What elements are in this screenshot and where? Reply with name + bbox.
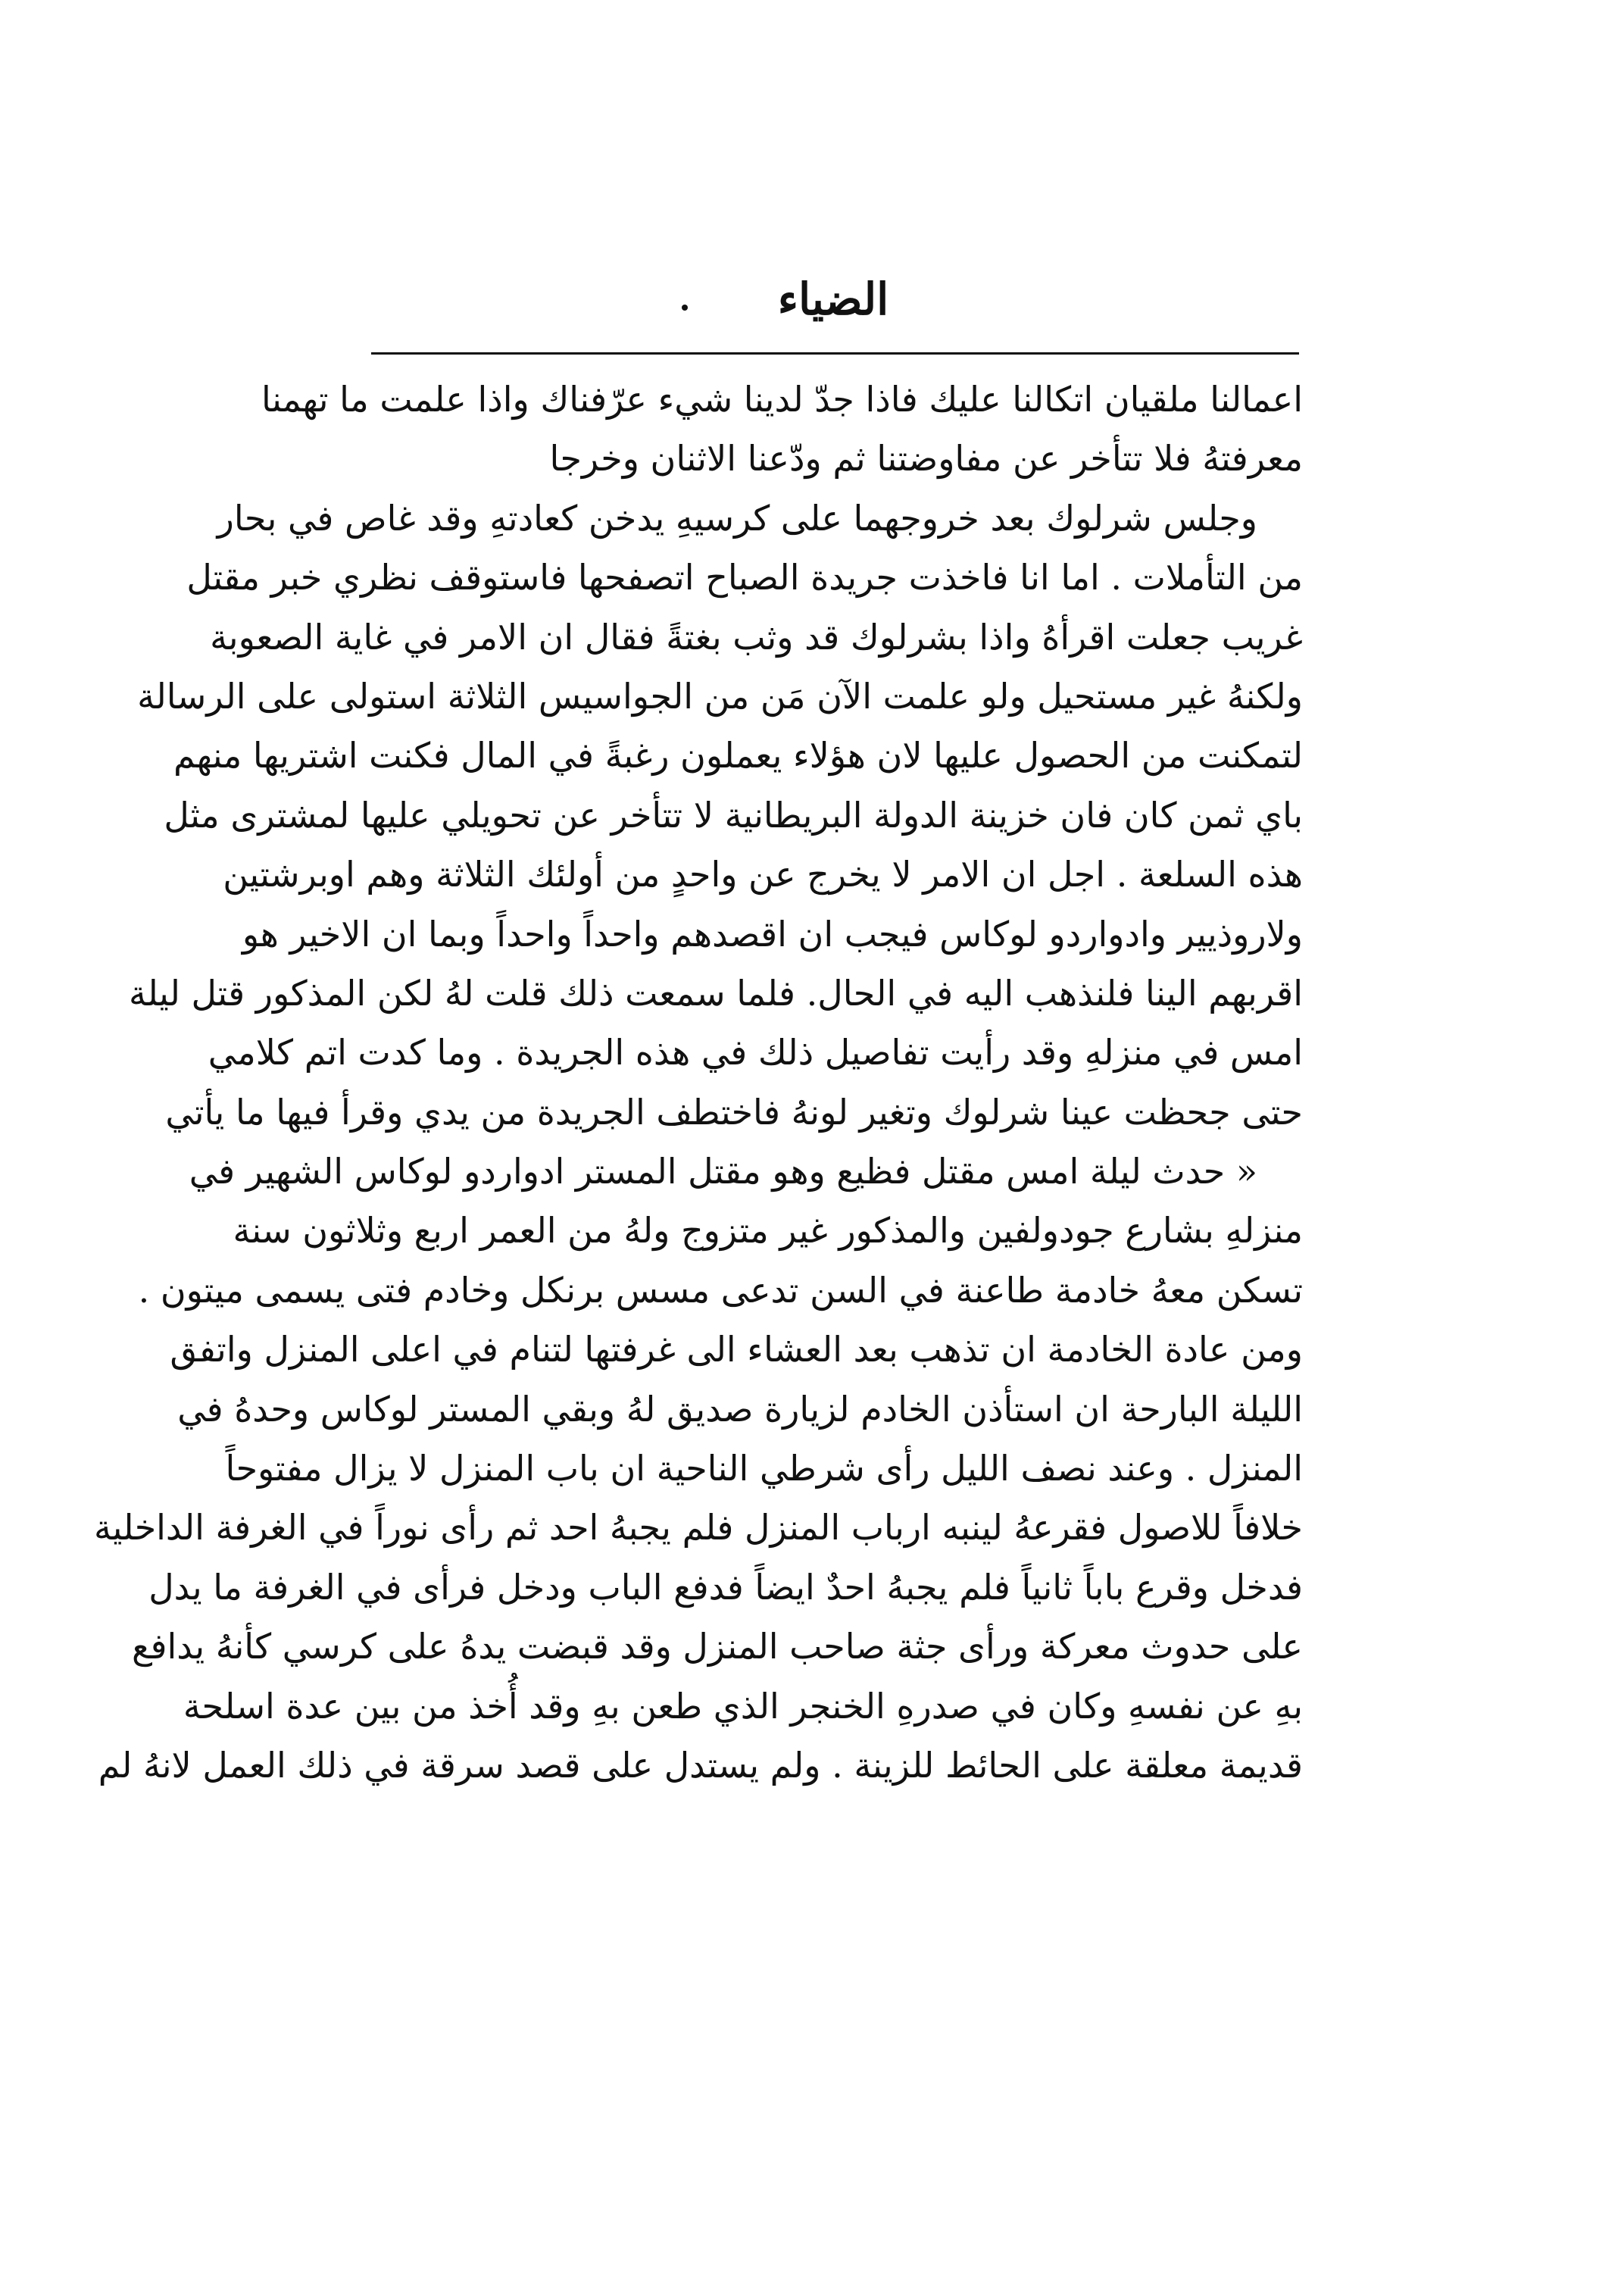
text-line: حتى جحظت عينا شرلوك وتغير لونهُ فاختطف الجريدة من يدي وقرأ فيها ما يأتي	[165, 1091, 1303, 1133]
text-line: الليلة البارحة ان استأذن الخادم لزيارة صديق لهُ وبقي المستر لوكاس وحدهُ في	[177, 1388, 1303, 1430]
text-line: اقربهم الينا فلنذهب اليه في الحال. فلما سمعت ذلك قلت لهُ لكن المذكور قتل ليلة	[129, 972, 1303, 1014]
text-line: على حدوث معركة ورأى جثة صاحب المنزل وقد قبضت يدهُ على كرسي كأنهُ يدافع	[131, 1626, 1303, 1667]
text-line: غريب جعلت اقرأهُ واذا بشرلوك قد وثب بغتةً فقال ان الامر في غاية الصعوبة	[210, 616, 1303, 658]
text-line: ولاروذيير وادواردو لوكاس فيجب ان اقصدهم واحداً واحداً وبما ان الاخير هو	[242, 913, 1303, 955]
text-line: تسكن معهُ خادمة طاعنة في السن تدعى مسس برنكل وخادم فتى يسمى ميتون .	[138, 1269, 1303, 1311]
header-dot-ornament	[682, 305, 688, 311]
text-line: لتمكنت من الحصول عليها لان هؤلاء يعملون رغبةً في المال فكنت اشتريها منهم	[173, 735, 1303, 777]
text-line: من التأملات . اما انا فاخذت جريدة الصباح اتصفحها فاستوقف نظري خبر مقتل	[186, 557, 1303, 599]
header-divider-rule	[371, 352, 1299, 355]
text-line: قديمة معلقة على الحائط للزينة . ولم يستدل على قصد سرقة في ذلك العمل لانهُ لم	[98, 1744, 1303, 1786]
text-line: المنزل . وعند نصف الليل رأى شرطي الناحية ان باب المنزل لا يزال مفتوحاً	[225, 1448, 1303, 1489]
text-line: معرفتهُ فلا تتأخر عن مفاوضتنا ثم ودّعنا الاثنان وخرجا	[549, 438, 1303, 480]
text-line: اعمالنا ملقيان اتكالنا عليك فاذا جدّ لدينا شيء عرّفناك واذا علمت ما تهمنا	[261, 379, 1303, 420]
running-title: الضياء	[777, 273, 889, 325]
text-line: « حدث ليلة امس مقتل فظيع وهو مقتل المستر ادواردو لوكاس الشهير في	[189, 1151, 1257, 1192]
text-line: بهِ عن نفسهِ وكان في صدرهِ الخنجر الذي طعن بهِ وقد أُخذ من بين عدة اسلحة	[183, 1685, 1303, 1727]
text-line: امس في منزلهِ وقد رأيت تفاصيل ذلك في هذه الجريدة . وما كدت اتم كلامي	[208, 1032, 1303, 1074]
body-text	[93, 370, 1303, 1795]
page-header	[364, 265, 1303, 356]
text-line: ولكنهُ غير مستحيل ولو علمت الآن مَن من الجواسيس الثلاثة استولى على الرسالة	[137, 675, 1303, 717]
text-line: وجلس شرلوك بعد خروجهما على كرسيهِ يدخن كعادتهِ وقد غاص في بحار	[217, 497, 1257, 539]
text-line: هذه السلعة . اجل ان الامر لا يخرج عن واحدٍ من أولئك الثلاثة وهم اوبرشتين	[223, 854, 1303, 895]
text-line: فدخل وقرع باباً ثانياً فلم يجبهُ احدٌ ايضاً فدفع الباب ودخل فرأى في الغرفة ما يدل	[148, 1566, 1303, 1608]
text-line: منزلهِ بشارع جودولفين والمذكور غير متزوج ولهُ من العمر اربع وثلاثون سنة	[233, 1210, 1303, 1252]
text-line: ومن عادة الخادمة ان تذهب بعد العشاء الى غرفتها لتنام في اعلى المنزل واتفق	[170, 1329, 1303, 1371]
text-line: باي ثمن كان فان خزينة الدولة البريطانية لا تتأخر عن تحويلي عليها لمشترى مثل	[164, 794, 1303, 836]
text-line: خلافاً للاصول فقرعهُ لينبه ارباب المنزل فلم يجبهُ احد ثم رأى نوراً في الغرفة الداخلية	[93, 1507, 1303, 1549]
